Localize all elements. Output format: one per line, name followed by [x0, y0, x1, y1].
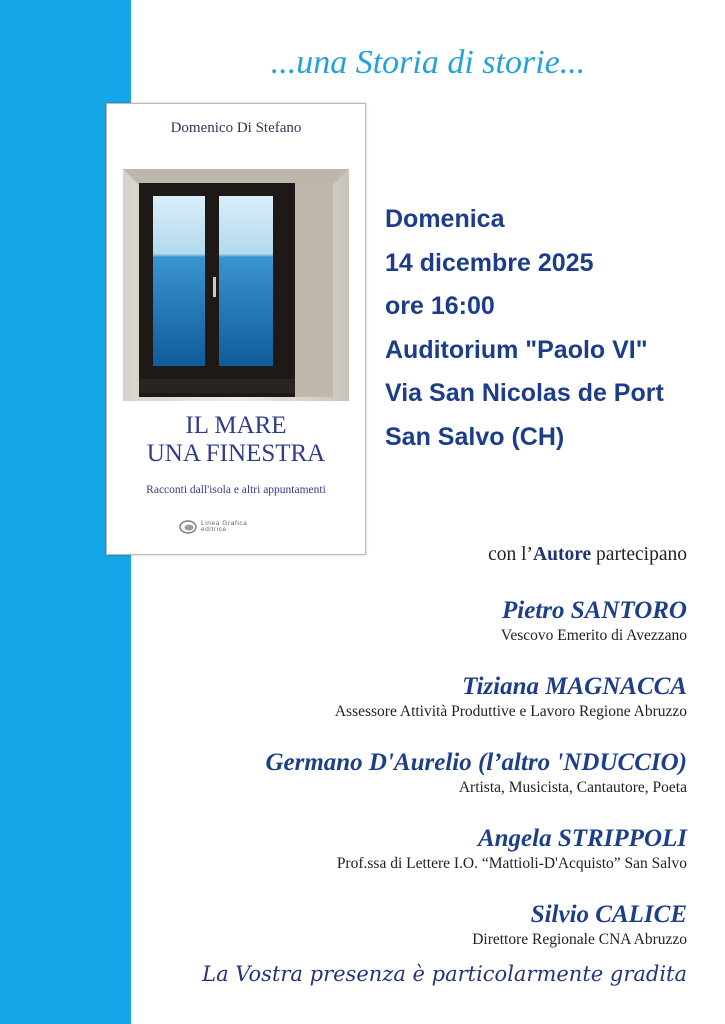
speaker-role: Vescovo Emerito di Avezzano — [500, 627, 687, 644]
intro-author: Autore — [533, 544, 592, 565]
speaker-role: Assessore Attività Produttive e Lavoro Regione Abruzzo — [334, 703, 687, 720]
book-title — [107, 412, 365, 468]
intro-suffix: partecipano — [591, 544, 687, 565]
book-title-line2: UNA FINESTRA — [146, 440, 326, 467]
intro-prefix: con l’ — [488, 544, 534, 565]
speaker-role: Direttore Regionale CNA Abruzzo — [472, 931, 687, 948]
book-author: Domenico Di Stefano — [170, 120, 302, 136]
speaker-role: Artista, Musicista, Cantautore, Poeta — [458, 779, 687, 796]
event-time: ore 16:00 — [385, 292, 495, 321]
speaker-item — [127, 596, 687, 672]
speaker-list — [127, 596, 687, 976]
speaker-name: Tiziana MAGNACCA — [462, 673, 687, 700]
speaker-name: Germano D'Aurelio (l’altro 'NDUCCIO) — [265, 749, 687, 776]
speaker-name: Silvio CALICE — [530, 901, 687, 928]
closing-message: La Vostra presenza è particolarmente gradita — [202, 962, 687, 986]
tagline: ...una Storia di storie... — [270, 44, 586, 81]
speaker-name: Pietro SANTORO — [502, 597, 687, 624]
event-venue: Auditorium "Paolo VI" — [385, 335, 648, 364]
speaker-item — [127, 824, 687, 900]
book-cover — [106, 103, 366, 555]
event-date: 14 dicembre 2025 — [385, 248, 594, 277]
participants-intro — [488, 544, 687, 566]
window-image — [123, 169, 349, 401]
speaker-name: Angela STRIPPOLI — [477, 825, 687, 852]
event-street: Via San Nicolas de Port — [385, 379, 664, 408]
book-subtitle: Racconti dall'isola e altri appuntamenti — [146, 484, 326, 496]
publisher-logo — [179, 520, 247, 534]
speaker-role: Prof.ssa di Lettere I.O. “Mattioli-D'Acquisto” San Salvo — [336, 855, 687, 872]
event-city: San Salvo (CH) — [385, 422, 565, 451]
publisher-swirl-icon — [179, 520, 197, 534]
book-title-line1: IL MARE — [185, 412, 287, 439]
speaker-item — [127, 748, 687, 824]
event-day: Domenica — [385, 205, 505, 233]
publisher-type: editrice — [201, 526, 227, 533]
speaker-item — [127, 672, 687, 748]
publisher-name: Linea Grafica — [201, 519, 248, 527]
event-details — [385, 198, 664, 460]
